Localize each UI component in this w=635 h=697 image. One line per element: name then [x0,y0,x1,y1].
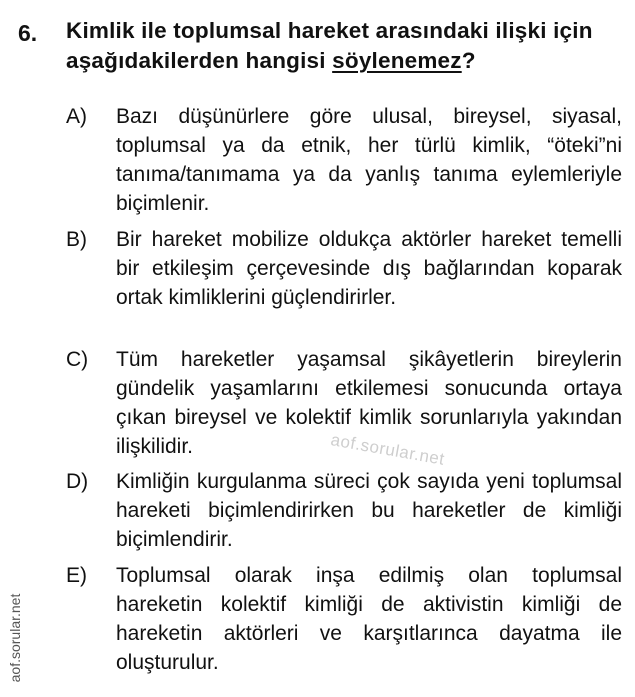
question-number: 6. [18,20,38,46]
option-d-label: D) [66,470,89,493]
question-stem: Kimlik ile toplumsal hareket arasındaki ilişki için aşağıdakilerden hangisi [66,18,593,73]
question-mark: ? [461,48,476,73]
option-b-label: B) [66,228,87,251]
question-emphasis: söylenemez [332,48,462,73]
question-text [66,16,622,76]
option-e-text: Toplumsal olarak inşa edilmiş olan toplumsal hareketin kolektif kimliği de aktivistin kimliği de hareketin aktörleri ve karşıtlarınca dayatma ile oluşturulur. [116,564,622,674]
option-c-text: Tüm hareketler yaşamsal şikâyetlerin bireylerin gündelik yaşamlarını etkilemesi sonucunda ortaya çıkan bireysel ve kolektif kimlik sorunlarıyla yakından ilişkilidir. [116,348,622,458]
watermark: aof.sorular.net [329,430,447,469]
option-c-label: C) [66,348,89,371]
option-d-text: Kimliğin kurgulanma süreci çok sayıda yeni toplumsal hareketi biçimlendirirken bu hareketler de kimliği biçimlendirir. [116,470,622,551]
option-a-text: Bazı düşünürlere göre ulusal, bireysel, siyasal, toplumsal ya da etnik, her türlü kimlik, “öteki”ni tanıma/tanımama ya da yanlış tanıma eylemleriyle biçimlenir. [116,105,622,215]
side-watermark: aof.sorular.net [7,593,23,683]
option-e-label: E) [66,564,87,587]
option-b-text: Bir hareket mobilize oldukça aktörler hareket temelli bir etkileşim çerçevesinde dış bağlarından koparak ortak kimliklerini güçlendirirler. [116,228,622,309]
option-a-label: A) [66,105,87,128]
